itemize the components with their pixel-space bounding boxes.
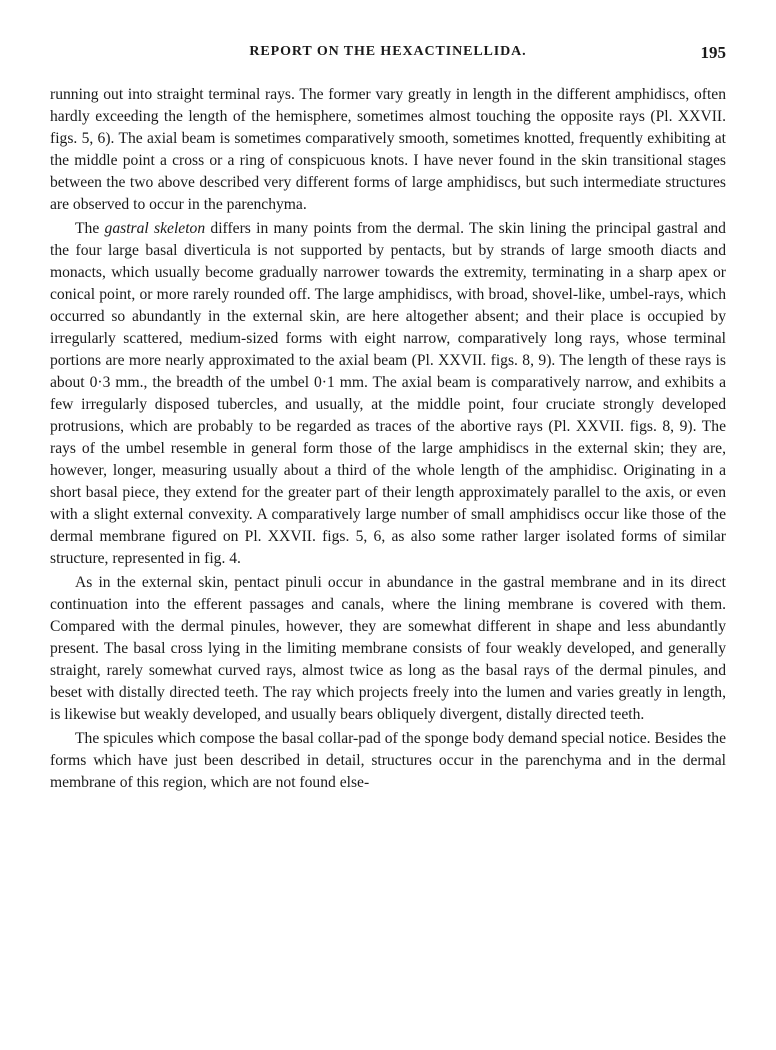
paragraph-body: differs in many points from the dermal. The skin lining the principal gastral and the four large basal diverticula is not supported by pentacts, but by strands of large smooth diacts and monacts, which usually become gradually narrower towards the extremity, terminating in a sharp apex or conical point, or more rarely rounded off. The large amphidiscs, with broad, shovel-like, umbel-rays, which occurred so abundantly in the external skin, are here altogether absent; and their place is occupied by irregularly scattered, medium-sized forms with eight narrow, comparatively long rays, whose terminal portions are more nearly approximated to the axial beam (Pl. XXVII. figs. 8, 9). The length of these rays is about 0·3 mm., the breadth of the umbel 0·1 mm. The axial beam is comparatively narrow, and exhibits a few irregularly disposed tubercles, and usually, at the middle point, four cruciate strongly developed protrusions, which are probably to be regarded as traces of the abortive rays (Pl. XXVII. figs. 8, 9). The rays of the umbel resemble in general form those of the large amphidiscs in the external skin; they are, however, longer, measuring usually about a third of the whole length of the amphidisc. Originating in a short basal piece, they extend for the greater part of their length approximately parallel to the axis, or even with a slight external convexity. A comparatively large number of small amphidiscs occur like those of the dermal membrane figured on Pl. XXVII. figs. 5, 6, as also some rather larger isolated forms of similar structure, represented in fig. 4. — [50, 220, 726, 567]
running-header — [50, 44, 726, 68]
paragraph-lead: The — [75, 220, 105, 237]
paragraph-pentact-pinuli: As in the external skin, pentact pinuli occur in abundance in the gastral membrane and in its direct continuation into the efferent passages and canals, where the lining membrane is covered with them. Compared with the dermal pinules, however, they are somewhat different in shape and less abundantly present. The basal cross lying in the limiting membrane consists of four weakly developed, and generally straight, rarely somewhat curved rays, almost twice as long as the basal rays of the dermal pinules, and beset with distally directed teeth. The ray which projects freely into the lumen and varies greatly in length, is likewise but weakly developed, and usually bears obliquely divergent, distally directed teeth. — [50, 574, 726, 723]
paragraph-continued: running out into straight terminal rays. The former vary greatly in length in the different amphidiscs, often hardly exceeding the length of the hemisphere, sometimes almost touching the opposite rays (Pl. XXVII. figs. 5, 6). The axial beam is sometimes comparatively smooth, sometimes knotted, frequently exhibiting at the middle point a cross or a ring of conspicuous knots. I have never found in the skin transitional stages between the two above described very different forms of large amphidiscs, but such intermediate structures are observed to occur in the parenchyma. — [50, 86, 726, 213]
page-number: 195 — [700, 43, 726, 62]
emphasis-gastral-skeleton: gastral skeleton — [104, 220, 206, 237]
running-title: REPORT ON THE HEXACTINELLIDA. — [249, 44, 527, 59]
body-text — [50, 84, 726, 794]
paragraph-gastral-skeleton — [50, 218, 726, 570]
paragraph-basal-collar-pad: The spicules which compose the basal collar-pad of the sponge body demand special notice. Besides the forms which have just been described in detail, structures occur in the parenchyma and in the dermal membrane of this region, which are not found else- — [50, 730, 726, 791]
